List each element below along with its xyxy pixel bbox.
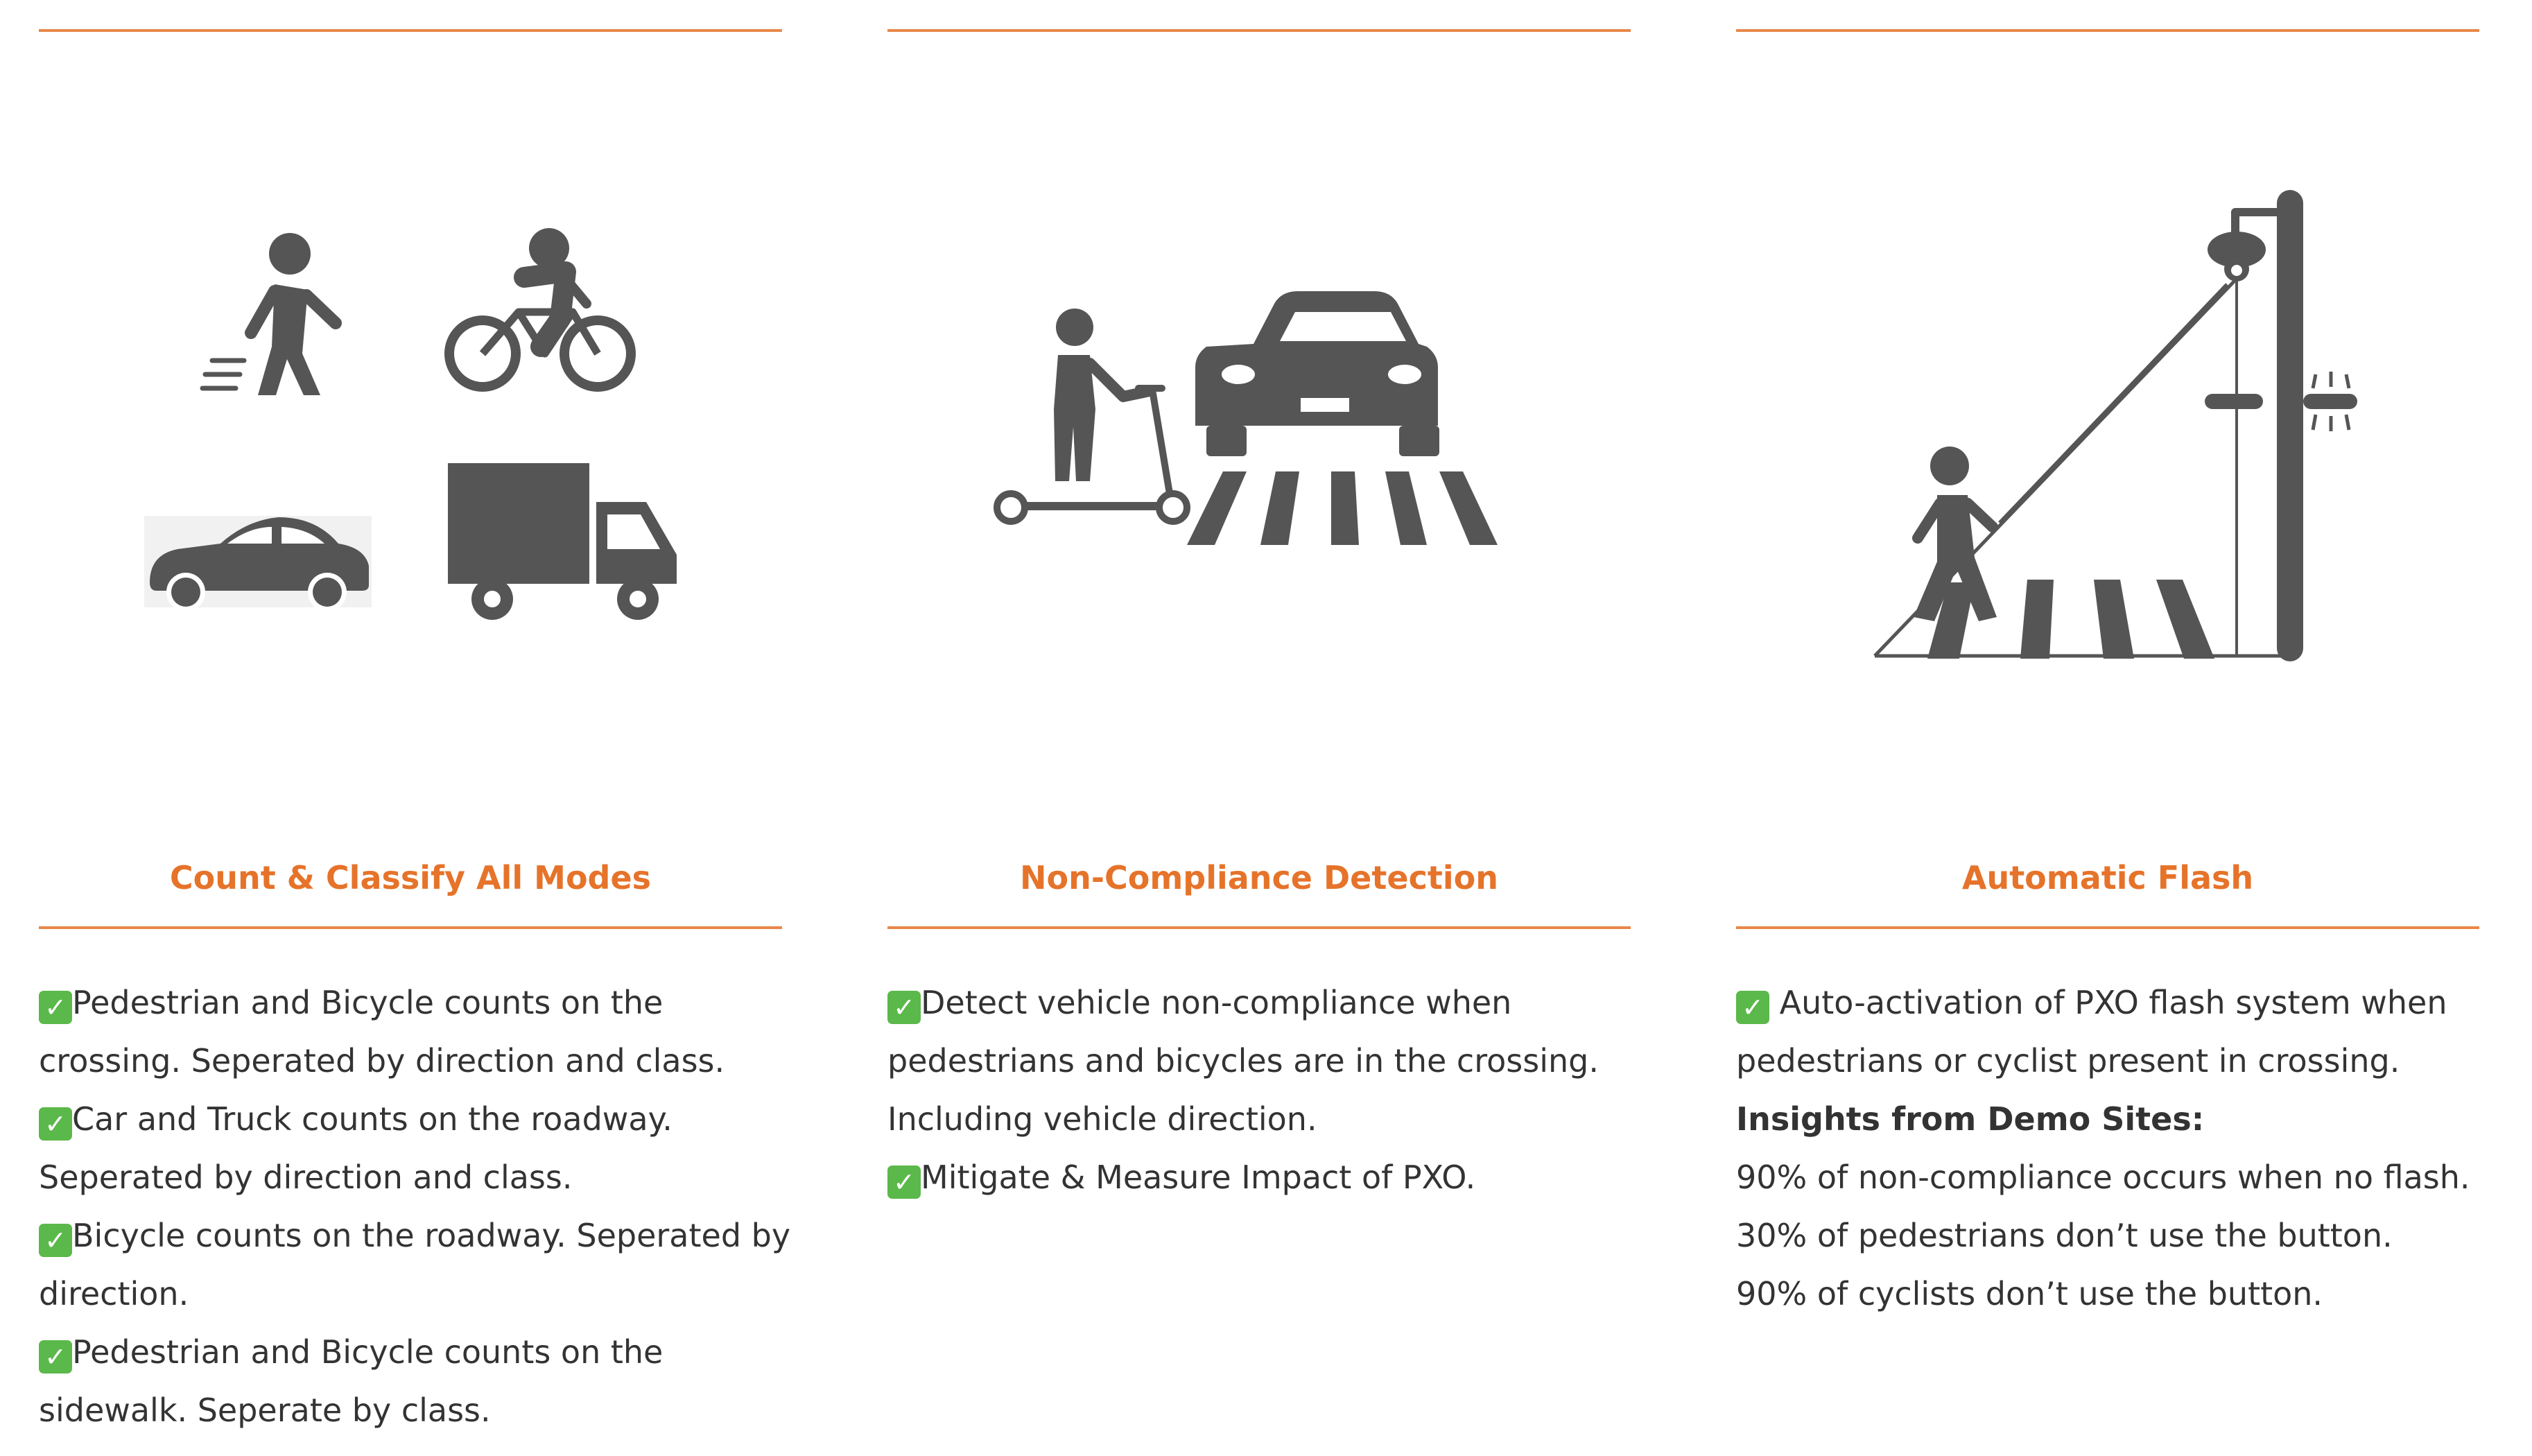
feature-column-automatic-flash	[1736, 0, 2479, 1456]
car-front-icon	[1195, 291, 1439, 456]
feature-column-count-classify	[39, 0, 791, 1456]
feature-list	[1736, 973, 2506, 1323]
insights-heading: Insights from Demo Sites:	[1736, 1100, 2205, 1138]
insight-item: 90% of cyclists don’t use the button.	[1736, 1275, 2323, 1312]
car-icon	[144, 516, 372, 612]
feature-column-non-compliance	[887, 0, 1631, 1456]
list-item-continued: Including vehicle direction.	[887, 1100, 1317, 1138]
check-mark-icon: ✓	[39, 991, 72, 1024]
top-divider	[887, 29, 1631, 32]
title-divider	[39, 926, 782, 929]
crosswalk-icon	[1187, 471, 1498, 545]
list-item-continued: sidewalk. Seperate by class.	[39, 1392, 491, 1429]
top-divider	[1736, 29, 2479, 32]
list-item-continued: pedestrians and bicycles are in the crossing.	[887, 1042, 1599, 1080]
check-mark-icon: ✓	[1736, 991, 1769, 1024]
feature-list	[887, 973, 1657, 1206]
list-item-continued: Seperated by direction and class.	[39, 1159, 573, 1196]
feature-title: Count & Classify All Modes	[169, 859, 652, 896]
list-item-continued: pedestrians or cyclist present in crossing.	[1736, 1042, 2400, 1080]
list-item: ✓ Detect vehicle non-compliance when	[887, 973, 1657, 1032]
feature-title: Non-Compliance Detection	[1020, 859, 1498, 896]
automatic-flash-icon-group	[1736, 83, 2479, 811]
automatic-flash-illustration	[1736, 83, 2479, 811]
title-divider	[1736, 926, 2479, 929]
list-item: ✓ Mitigate & Measure Impact of PXO.	[887, 1148, 1657, 1206]
scooter-rider-icon	[997, 309, 1187, 521]
pedestrian-walking-icon	[202, 233, 336, 395]
non-compliance-icon-group	[887, 83, 1631, 811]
list-item: ✓ Car and Truck counts on the roadway.	[39, 1090, 808, 1148]
insight-item: 30% of pedestrians don’t use the button.	[1736, 1217, 2393, 1254]
list-item: ✓ Auto-activation of PXO flash system when	[1736, 973, 2506, 1032]
list-item-continued: crossing. Seperated by direction and class.	[39, 1042, 725, 1080]
feature-list	[39, 973, 808, 1439]
check-mark-icon: ✓	[39, 1107, 72, 1141]
title-divider	[887, 926, 1631, 929]
truck-icon	[448, 463, 677, 620]
check-mark-icon: ✓	[887, 991, 921, 1024]
modes-icon-group	[39, 83, 782, 811]
check-mark-icon: ✓	[887, 1165, 921, 1199]
top-divider	[39, 29, 782, 32]
list-item-continued: direction.	[39, 1275, 189, 1312]
pedestrian-crossing-icon	[1914, 447, 2214, 659]
flashing-beacon-icon	[2303, 372, 2357, 431]
list-item: ✓ Bicycle counts on the roadway. Seperated by	[39, 1206, 808, 1265]
list-item: ✓ Pedestrian and Bicycle counts on the	[39, 973, 808, 1032]
modes-illustration	[39, 83, 782, 811]
insight-item: 90% of non-compliance occurs when no flash.	[1736, 1159, 2470, 1196]
cyclist-icon	[449, 228, 631, 387]
check-mark-icon: ✓	[39, 1340, 72, 1373]
non-compliance-illustration	[887, 83, 1631, 811]
list-item: ✓ Pedestrian and Bicycle counts on the	[39, 1323, 808, 1381]
check-mark-icon: ✓	[39, 1224, 72, 1257]
feature-title: Automatic Flash	[1961, 859, 2254, 896]
